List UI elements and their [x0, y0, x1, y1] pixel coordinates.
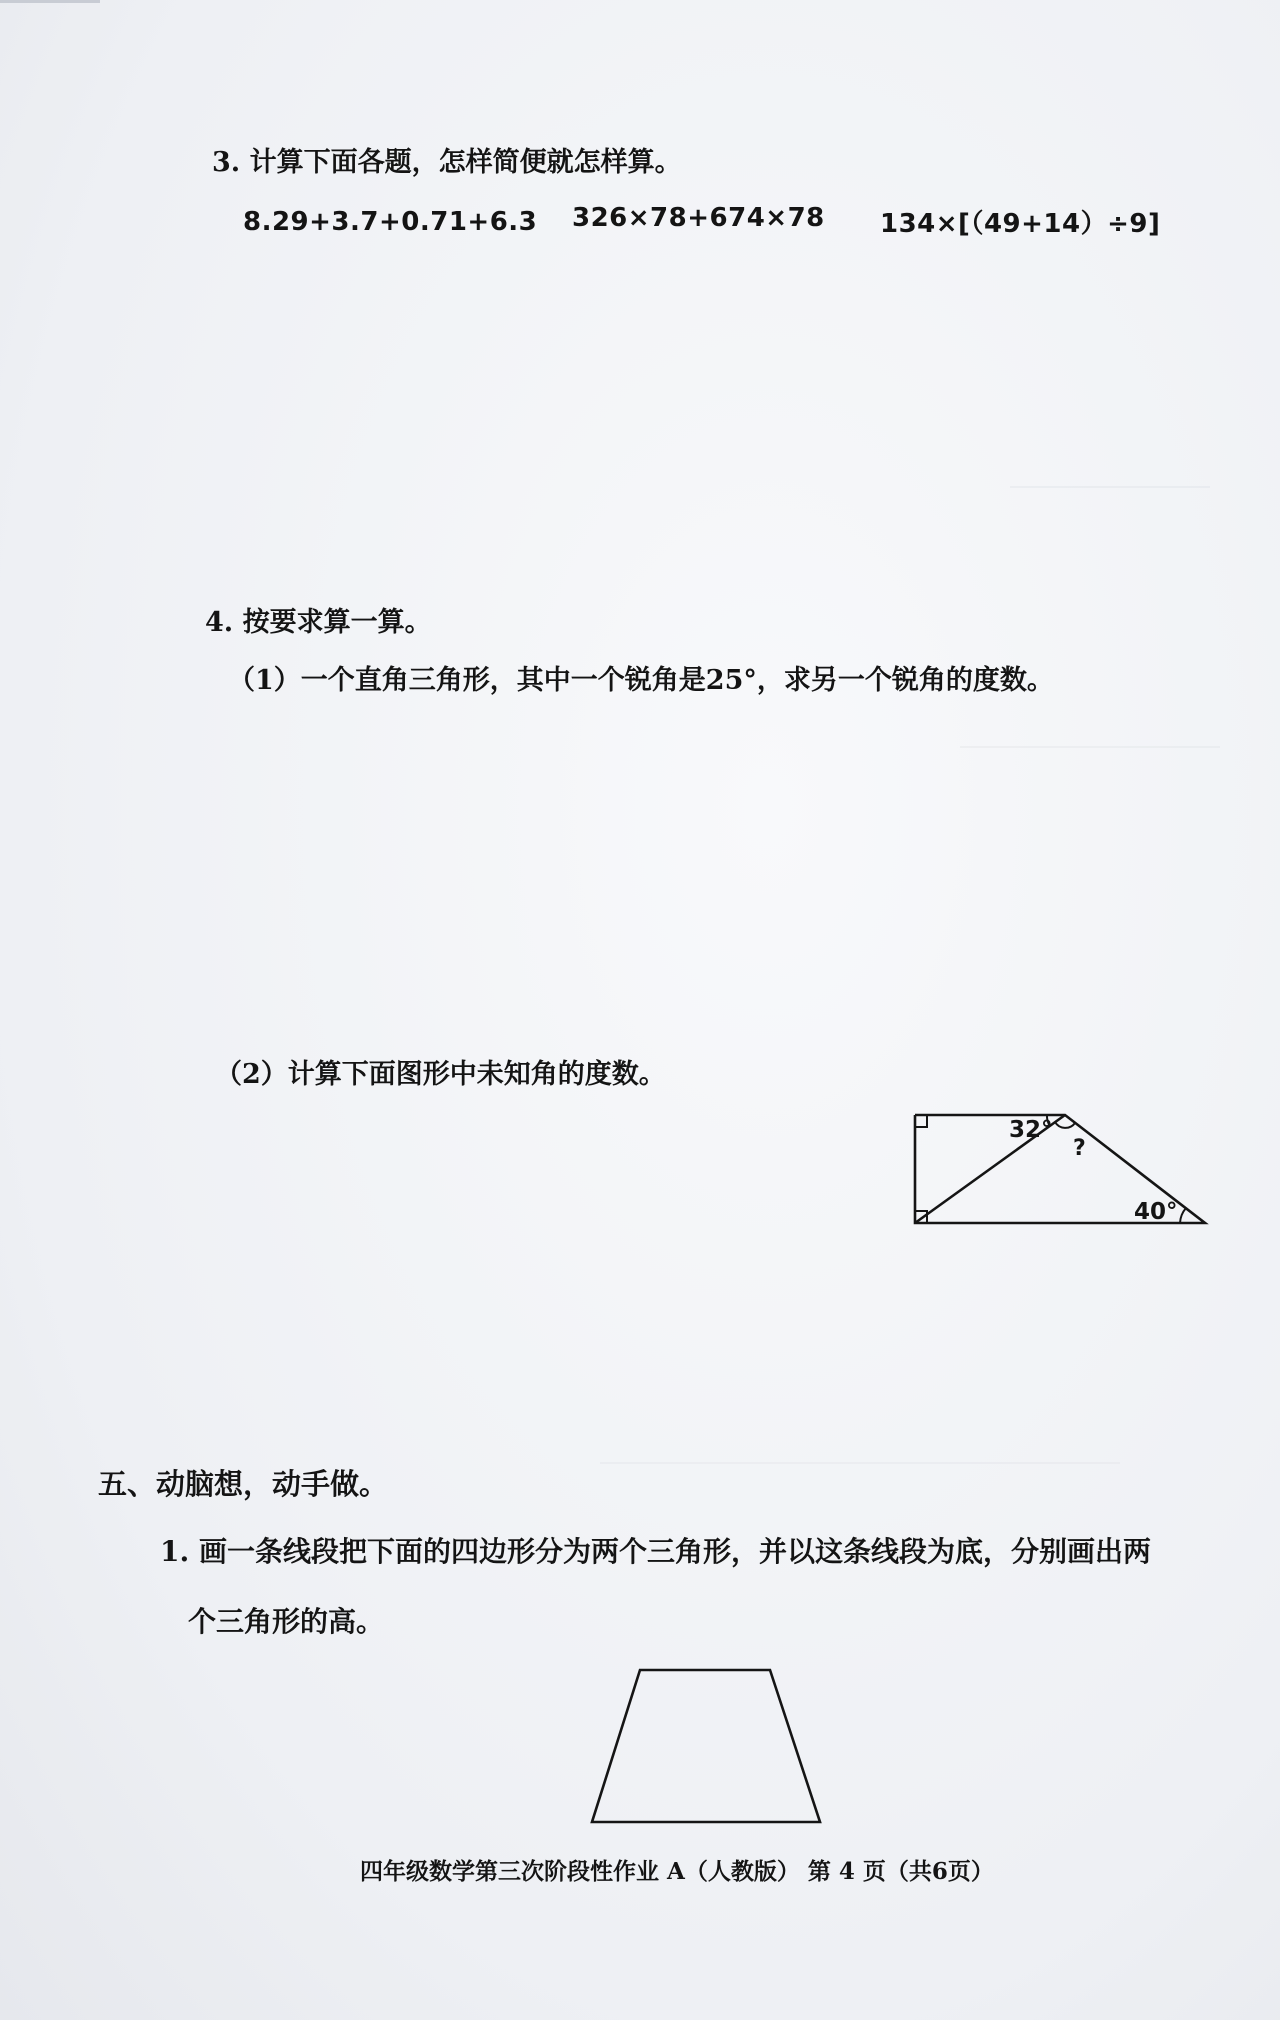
- q4-title: 4. 按要求算一算。: [205, 607, 432, 638]
- arc-40: [1180, 1208, 1186, 1223]
- scan-edge-line: [0, 0, 100, 3]
- q4-sub1: （1）一个直角三角形，其中一个锐角是25°，求另一个锐角的度数。: [228, 665, 1054, 696]
- q3-expression-1: 8.29+3.7+0.71+6.3: [243, 207, 538, 237]
- trapezoid-figure: [580, 1662, 830, 1830]
- section5-q1-line2: 个三角形的高。: [188, 1605, 385, 1638]
- q3-expression-3: 134×[（49+14）÷9]: [880, 209, 1161, 239]
- angle-label-40: 40°: [1134, 1199, 1178, 1225]
- page-footer: 四年级数学第三次阶段性作业 A（人教版） 第 4 页（共6页）: [360, 1858, 994, 1885]
- arc-unknown: [1055, 1122, 1075, 1128]
- section5-heading: 五、动脑想，动手做。: [98, 1467, 389, 1501]
- right-angle-mark-top: [915, 1115, 927, 1127]
- angle-label-32: 32°: [1009, 1117, 1053, 1143]
- section5-q1-line1: 1. 画一条线段把下面的四边形分为两个三角形，并以这条线段为底，分别画出两: [160, 1535, 1151, 1568]
- q3-expression-2: 326×78+674×78: [572, 203, 825, 233]
- angle-figure: [905, 1105, 1215, 1235]
- trapezoid-outline: [592, 1670, 820, 1822]
- q4-sub2: （2）计算下面图形中未知角的度数。: [215, 1059, 666, 1090]
- q3-title: 3. 计算下面各题，怎样简便就怎样算。: [212, 147, 682, 178]
- angle-label-unknown: ?: [1073, 1136, 1086, 1161]
